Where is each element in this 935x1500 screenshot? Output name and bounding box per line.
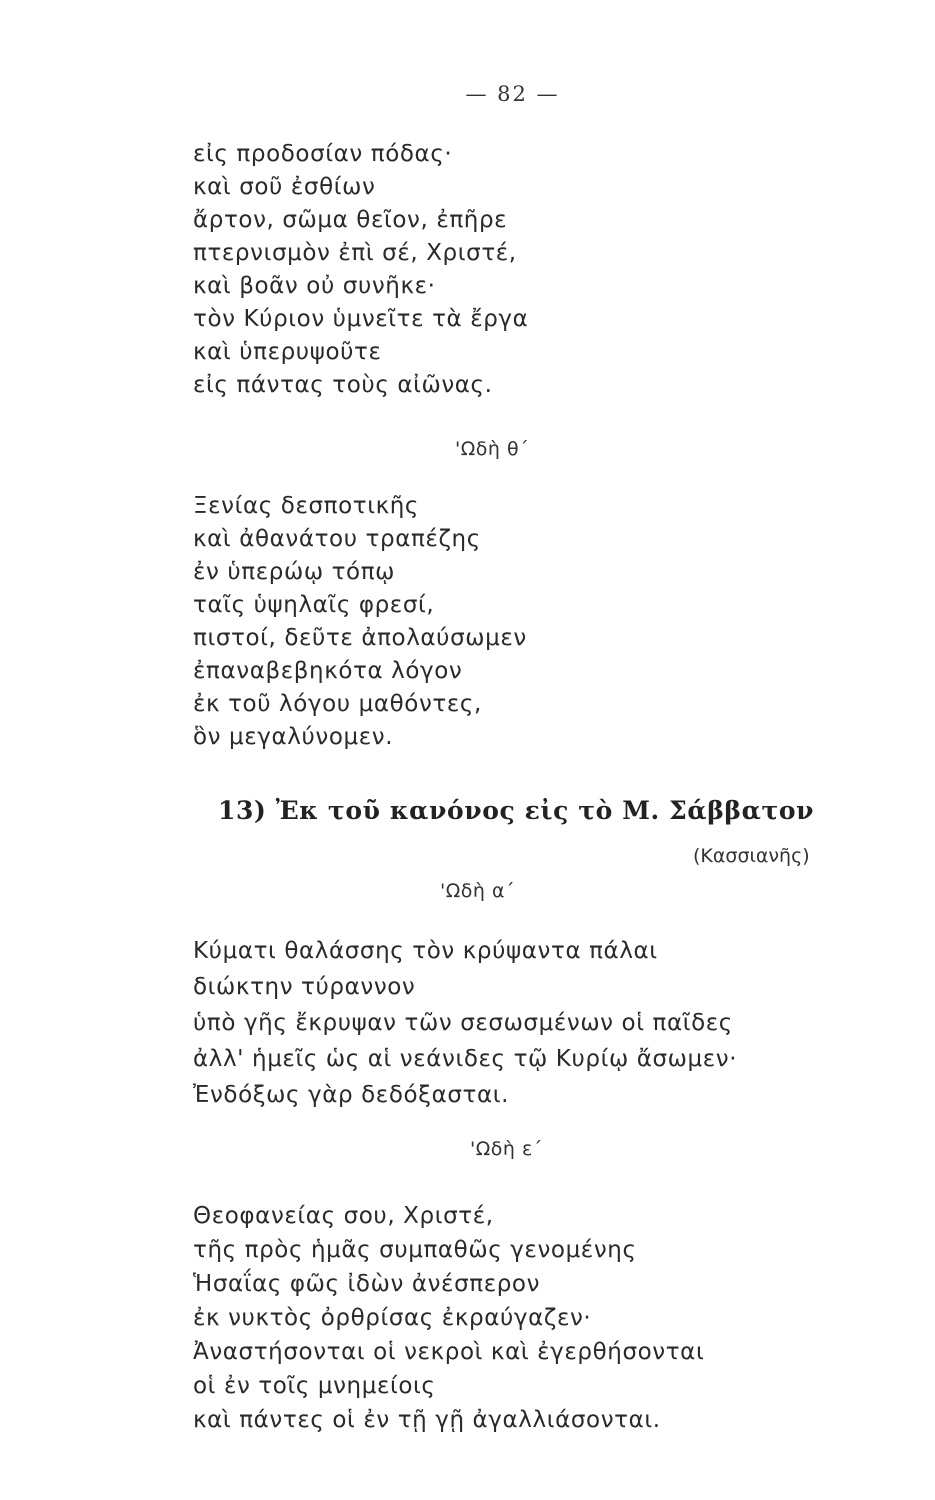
author-attribution: (Κασσιανῆς) — [693, 845, 810, 867]
section-heading: 13) Ἐκ τοῦ κανόνος εἰς τὸ Μ. Σάββατον — [218, 796, 815, 825]
verse-line: εἰς πάντας τοὺς αἰῶνας. — [193, 372, 493, 398]
verse-line: πτερνισμὸν ἐπὶ σέ, Χριστέ, — [193, 240, 517, 266]
verse-line: ἄρτον, σῶμα θεῖον, ἐπῆρε — [193, 207, 508, 233]
verse-line: ὃν μεγαλύνομεν. — [193, 724, 394, 750]
hymn-stanza-3 — [193, 933, 737, 1113]
verse-line: Κύματι θαλάσσης τὸν κρύψαντα πάλαι — [193, 938, 658, 964]
verse-line: Ἐνδόξως γὰρ δεδόξασται. — [193, 1082, 510, 1108]
hymn-stanza-1 — [193, 138, 528, 402]
verse-line: ταῖς ὑψηλαῖς φρεσί, — [193, 592, 435, 618]
verse-line: Ἀναστήσονται οἱ νεκροὶ καὶ ἐγερθήσονται — [193, 1339, 705, 1365]
verse-line: διώκτην τύραννον — [193, 974, 416, 1000]
verse-line: πιστοί, δεῦτε ἀπολαύσωμεν — [193, 625, 527, 651]
verse-line: τῆς πρὸς ἡμᾶς συμπαθῶς γενομένης — [193, 1237, 637, 1263]
ode-heading-alpha: 'Ωδὴ α΄ — [440, 880, 515, 902]
ode-heading-epsilon: 'Ωδὴ ε΄ — [470, 1138, 543, 1160]
verse-line: Θεοφανείας σου, Χριστέ, — [193, 1203, 494, 1229]
verse-line: εἰς προδοσίαν πόδας· — [193, 141, 453, 167]
ode-heading-theta: 'Ωδὴ θ΄ — [455, 438, 530, 460]
hymn-stanza-2 — [193, 490, 527, 754]
page-number: — 82 — — [465, 82, 560, 106]
verse-line: καὶ πάντες οἱ ἐν τῇ γῇ ἀγαλλιάσονται. — [193, 1407, 661, 1433]
verse-line: καὶ σοῦ ἐσθίων — [193, 174, 376, 200]
verse-line: Ἡσαΐας φῶς ἰδὼν ἀνέσπερον — [193, 1271, 541, 1297]
verse-line: ἀλλ' ἡμεῖς ὡς αἱ νεάνιδες τῷ Κυρίῳ ἄσωμεν· — [193, 1046, 738, 1072]
verse-line: καὶ βοᾶν οὐ συνῆκε· — [193, 273, 436, 299]
hymn-stanza-4 — [193, 1199, 704, 1437]
verse-line: Ξενίας δεσποτικῆς — [193, 493, 420, 519]
verse-line: ἐν ὑπερώῳ τόπῳ — [193, 559, 396, 585]
verse-line: οἱ ἐν τοῖς μνημείοις — [193, 1373, 436, 1399]
verse-line: ἐκ τοῦ λόγου μαθόντες, — [193, 691, 482, 717]
verse-line: καὶ ὑπερυψοῦτε — [193, 339, 382, 365]
verse-line: καὶ ἀθανάτου τραπέζης — [193, 526, 481, 552]
verse-line: ἐπαναβεβηκότα λόγον — [193, 658, 463, 684]
verse-line: ἐκ νυκτὸς ὀρθρίσας ἐκραύγαζεν· — [193, 1305, 592, 1331]
verse-line: τὸν Κύριον ὑμνεῖτε τὰ ἔργα — [193, 306, 529, 332]
verse-line: ὑπὸ γῆς ἔκρυψαν τῶν σεσωσμένων οἱ παῖδες — [193, 1010, 733, 1036]
